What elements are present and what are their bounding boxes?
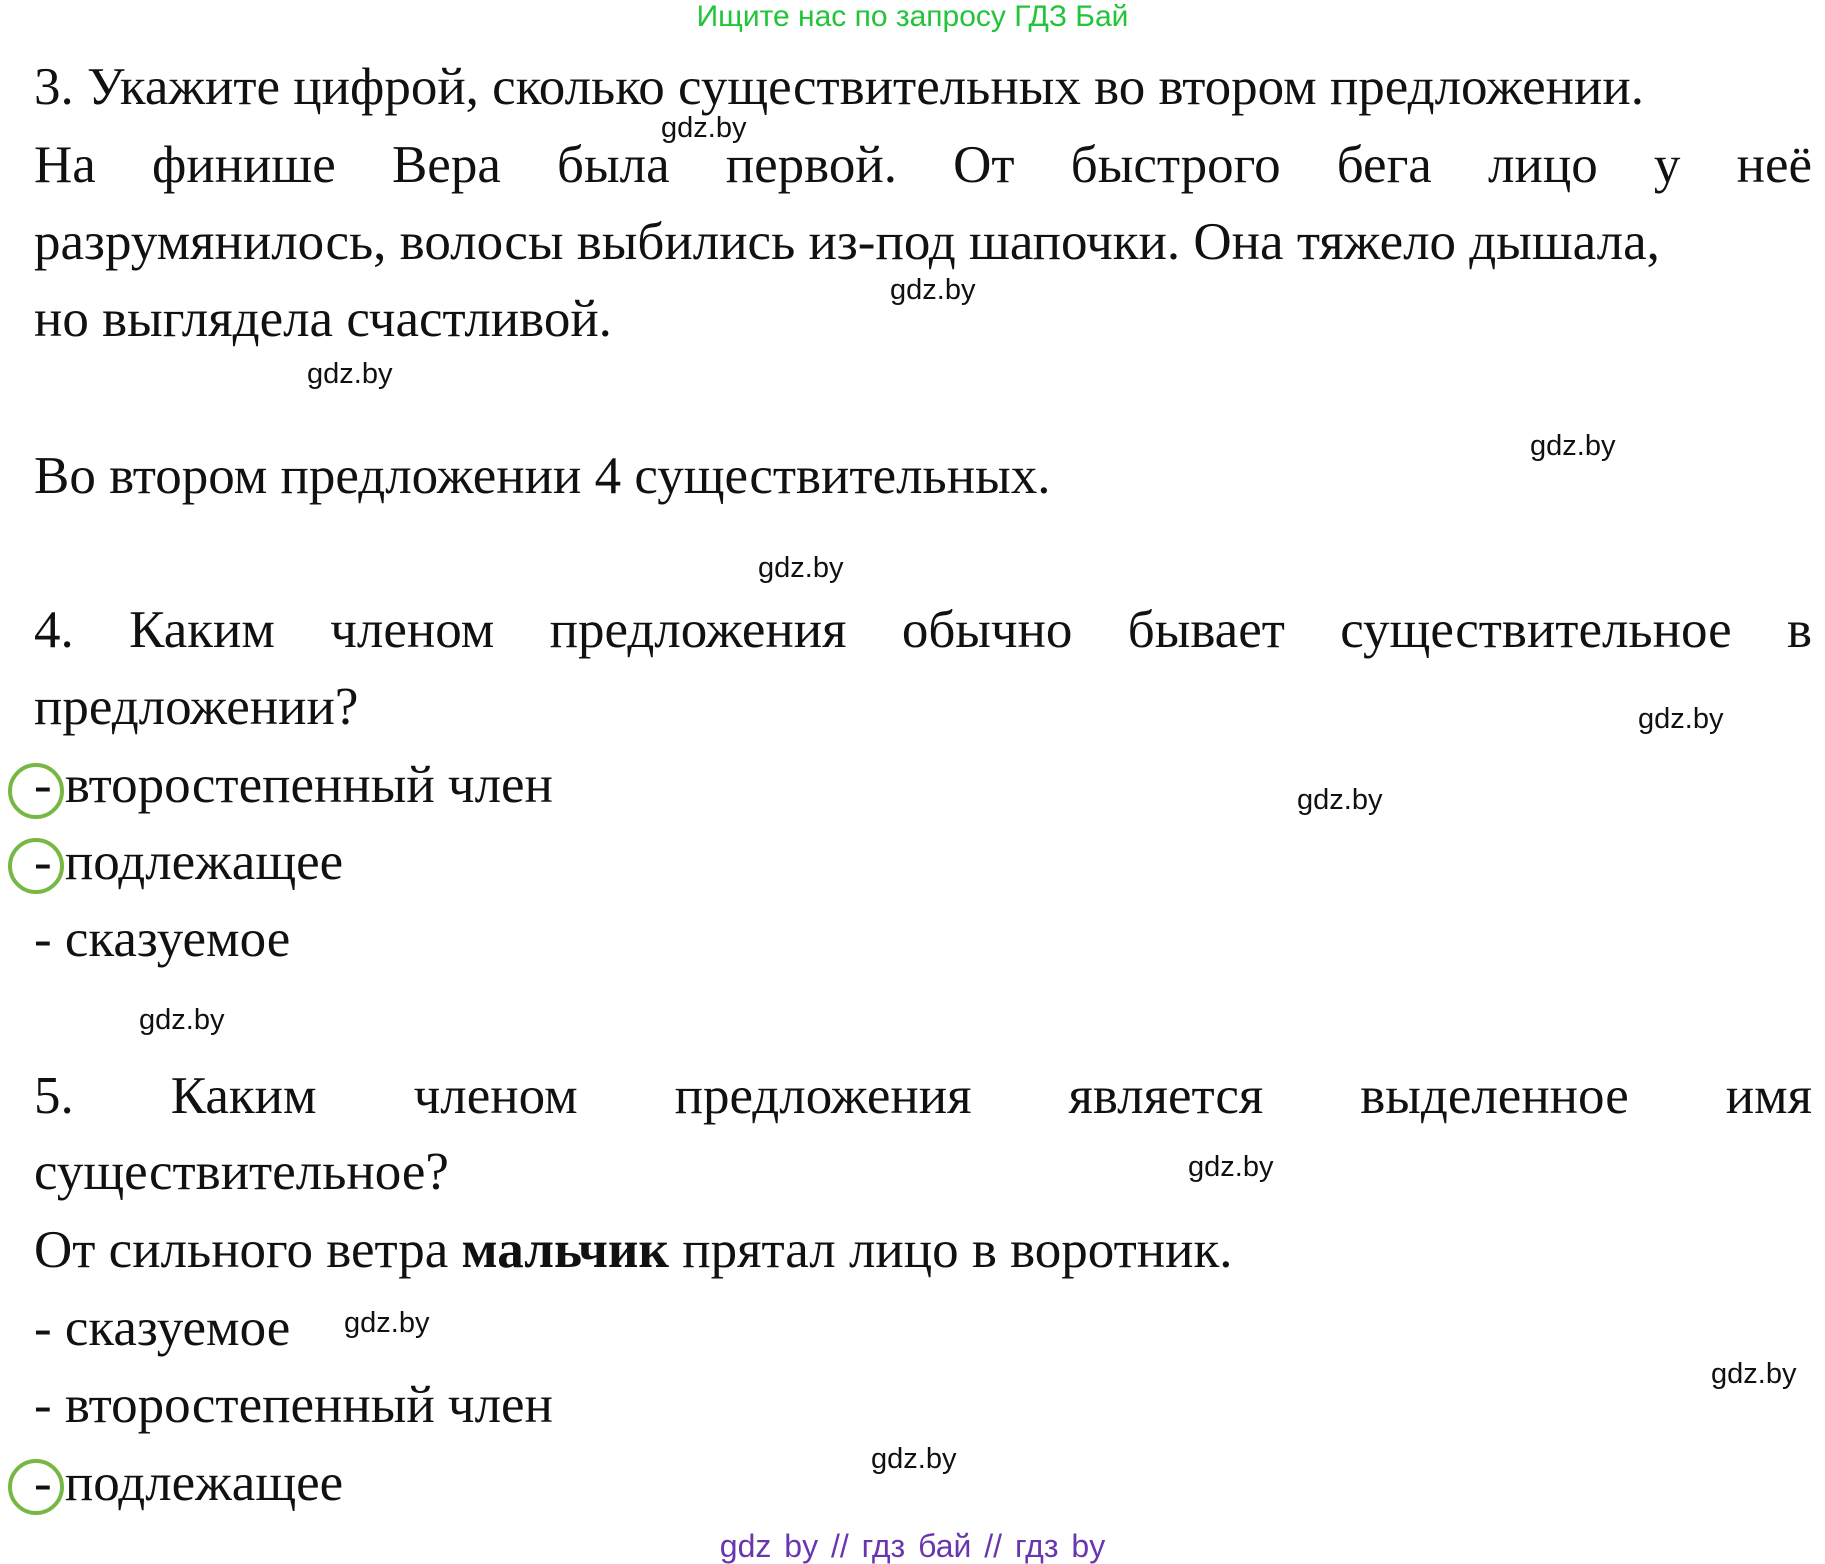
q3-question: 3. Укажите цифрой, сколько существительных во втором предложении. (34, 58, 1645, 116)
footer: gdz by // гдз бай // гдз by (719, 1528, 1106, 1564)
q5-sentence-before: От сильного ветра (34, 1221, 462, 1279)
q4-option-3: - сказуемое (34, 910, 291, 968)
watermark: gdz.by (1297, 784, 1383, 816)
q4-option-1: - второстепенный член (34, 756, 553, 814)
q4-option-1-selected-marker (8, 763, 64, 819)
q5-option-1: - сказуемое (34, 1299, 291, 1357)
watermark: gdz.by (1188, 1151, 1274, 1183)
q5-question-line-1: 5. Каким членом предложения является выделенное имя (34, 1067, 1812, 1125)
watermark: gdz.by (758, 552, 844, 584)
watermark: gdz.by (1530, 430, 1616, 462)
q5-sentence (34, 1219, 1812, 1281)
q4-option-2-selected-marker (8, 838, 64, 894)
watermark: gdz.by (344, 1307, 430, 1339)
q4-option-2: - подлежащее (34, 833, 344, 891)
q4-question-line-2: предложении? (34, 678, 359, 736)
watermark: gdz.by (1711, 1358, 1797, 1390)
q3-answer: Во втором предложении 4 существительных. (34, 447, 1051, 505)
q5-question-line-2: существительное? (34, 1143, 449, 1201)
watermark: gdz.by (1638, 703, 1724, 735)
q3-text-line-1: На финише Вера была первой. От быстрого бега лицо у неё (34, 136, 1812, 194)
q5-option-3: - подлежащее (34, 1454, 344, 1512)
q5-sentence-after: прятал лицо в воротник. (668, 1221, 1233, 1279)
q5-highlighted-noun: мальчик (461, 1221, 669, 1279)
top-banner: Ищите нас по запросу ГДЗ Бай (696, 0, 1129, 33)
q3-text-line-2: разрумянилось, волосы выбились из-под шапочки. Она тяжело дышала, (34, 213, 1660, 271)
watermark: gdz.by (890, 274, 976, 306)
q4-question-line-1: 4. Каким членом предложения обычно бывает существительное в (34, 601, 1812, 659)
watermark: gdz.by (307, 358, 393, 390)
q5-option-2: - второстепенный член (34, 1376, 553, 1434)
watermark: gdz.by (661, 112, 747, 144)
watermark: gdz.by (871, 1443, 957, 1475)
q3-text-line-3: но выглядела счастливой. (34, 290, 612, 348)
watermark: gdz.by (139, 1004, 225, 1036)
q5-option-3-selected-marker (8, 1459, 64, 1515)
